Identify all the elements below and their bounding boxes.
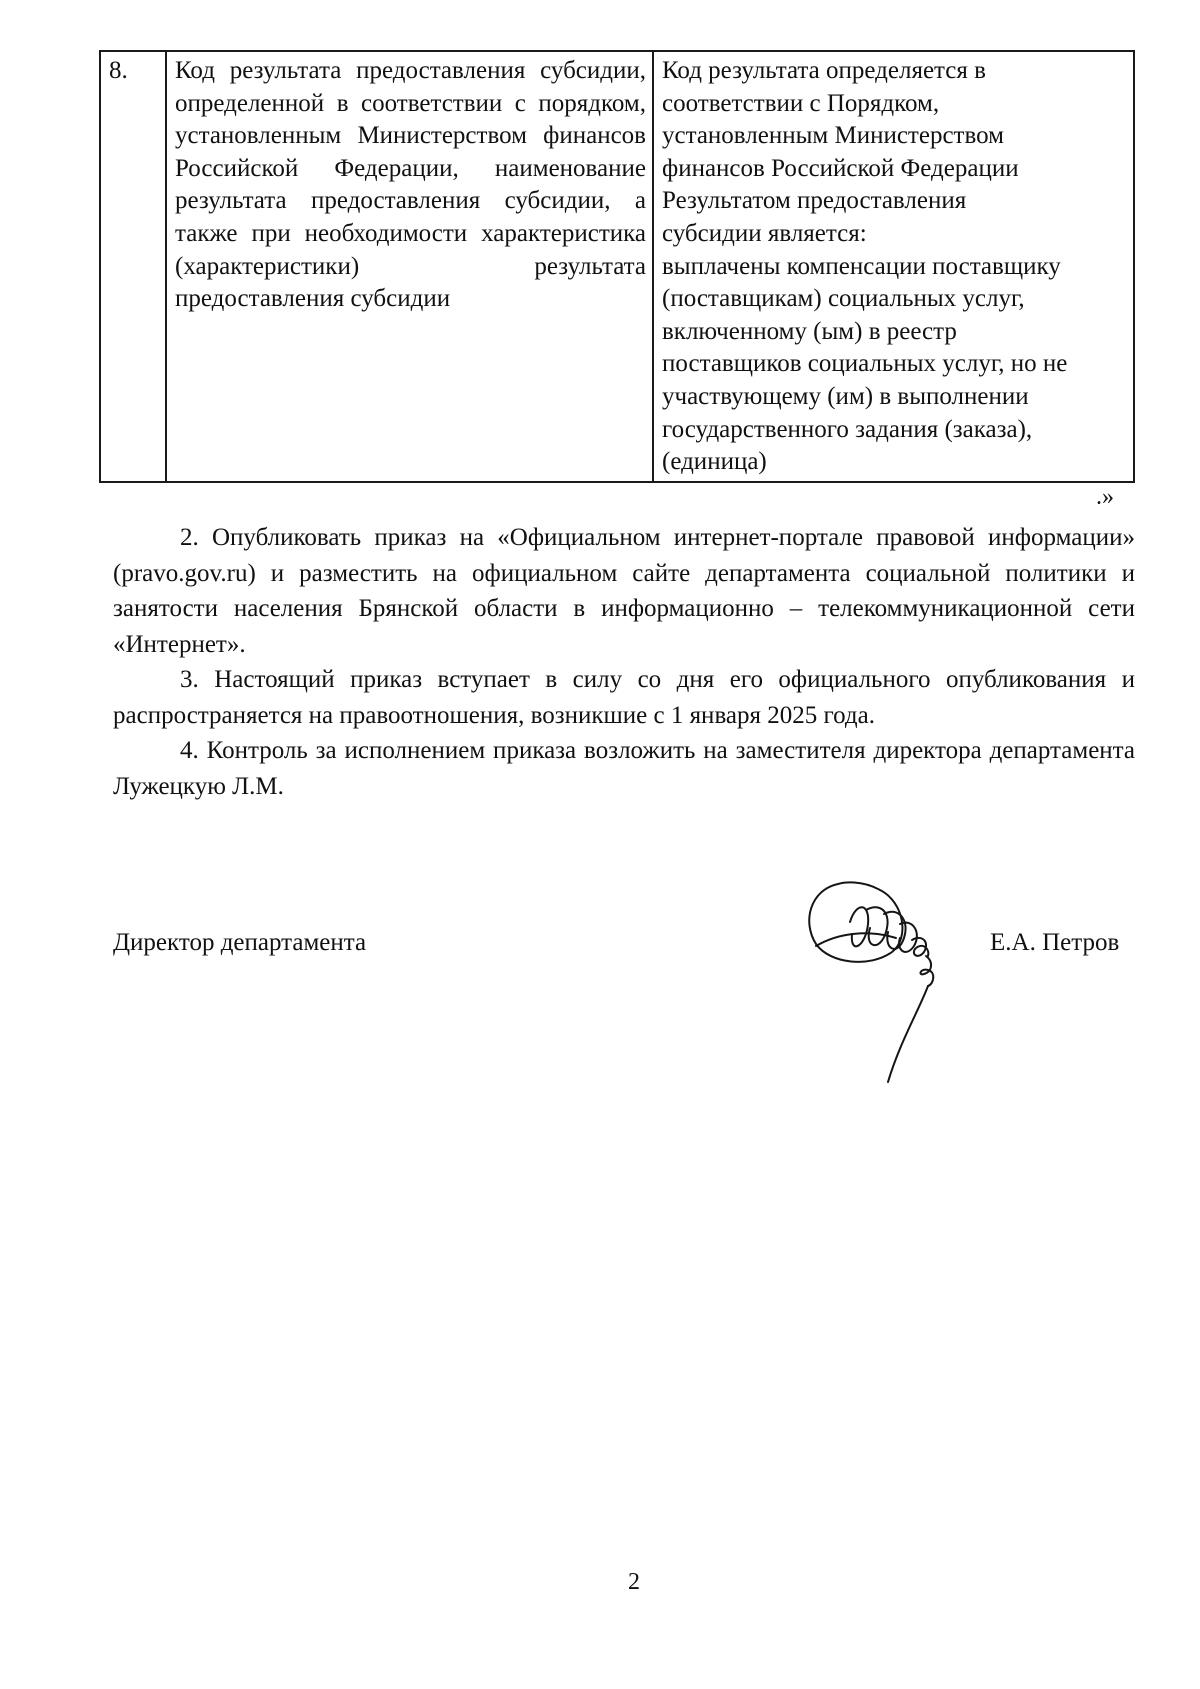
- value-line: Результатом предоставления: [662, 187, 967, 215]
- row-number: 8.: [100, 51, 166, 482]
- value-line: (поставщикам) социальных услуг,: [662, 285, 1025, 313]
- row-name-cell: Код результата предоставления субсидии, определенной в соответствии с порядком, установленным Министерством финансов Российской Федерации, наименование результата предоставления субсидии, а также при необходимости характеристика (характеристики) результата предоставления субсидии: [166, 51, 653, 482]
- result-table: [99, 50, 1135, 483]
- row-value-cell: [653, 51, 1134, 482]
- signatory-title: Директор департамента: [113, 929, 367, 956]
- paragraph-publish: 2. Опубликовать приказ на «Официальном интернет-портале правовой информации» (pravo.gov.ru) и разместить на официальном сайте департамента социальной политики и занятости населения Брянской области в информационно – телекоммуникационной сети «Интернет».: [113, 524, 1135, 658]
- paragraph-control: 4. Контроль за исполнением приказа возложить на заместителя директора департамента Лужецкую Л.М.: [113, 737, 1135, 800]
- paragraph-effective-date: 3. Настоящий приказ вступает в силу со дня его официального опубликования и распространяется на правоотношения, возникшие с 1 января 2025 года.: [113, 666, 1135, 729]
- value-line: Код результата определяется в: [662, 57, 986, 84]
- value-line: финансов Российской Федерации: [662, 154, 1019, 182]
- signatory-name: Е.А. Петров: [990, 929, 1120, 956]
- value-line: государственного задания (заказа),: [662, 415, 1033, 443]
- closing-quote-mark: .»: [1096, 484, 1114, 510]
- handwritten-signature-icon: [800, 872, 980, 1097]
- value-line: участвующему (им) в выполнении: [662, 382, 1029, 410]
- value-line: включенному (ым) в реестр: [662, 317, 957, 345]
- table-row: [100, 51, 1134, 482]
- value-line: соответствии с Порядком,: [662, 89, 940, 117]
- value-line: субсидии является:: [662, 219, 867, 247]
- value-line: поставщиков социальных услуг, но не: [662, 350, 1068, 378]
- value-line: выплачены компенсации поставщику: [662, 252, 1061, 280]
- page-number: 2: [628, 1569, 640, 1595]
- value-line: (единица): [662, 448, 767, 476]
- value-line: установленным Министерством: [662, 122, 1004, 150]
